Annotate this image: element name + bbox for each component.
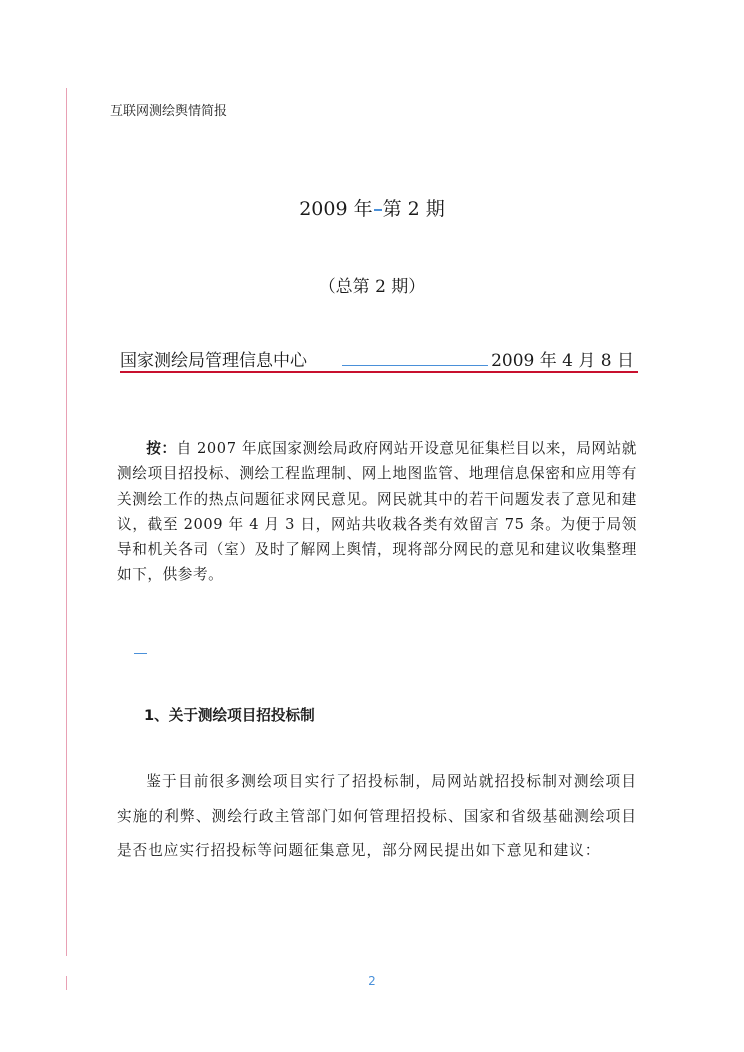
issue-year: 2009 年 — [299, 198, 373, 220]
issue-number: 第 2 期 — [382, 198, 445, 220]
intro-text: 自 2007 年底国家测绘局政府网站开设意见征集栏目以来，局网站就测绘项目招投标、测绘工程监理制、网上地图监管、地理信息保密和应用等有关测绘工作的热点问题征求网民意见。网民就其中的若干问题发表了意见和建议，截至 2009 年 4 月 3 日，网站共收栽各类有效留言 75 条。为便于局领导和机关各司（室）及时了解网上舆情，现将部分网民的意见和建议收集整理如下，供参考。 — [117, 440, 637, 584]
issue-date: 2009 年 4 月 8 日 — [491, 351, 634, 371]
page-number: 2 — [368, 974, 376, 988]
org-line — [120, 346, 638, 374]
red-rule — [120, 371, 638, 373]
section-body — [117, 765, 637, 869]
report-header: 互联网测绘舆情简报 — [110, 104, 228, 119]
intro-paragraph — [117, 436, 637, 588]
issue-line — [0, 194, 744, 221]
intro-label: 按： — [146, 440, 177, 457]
section-title: 1、关于测绘项目招投标制 — [144, 707, 315, 724]
org-name: 国家测绘局管理信息中心 — [120, 351, 307, 371]
section-paragraph: 鉴于目前很多测绘项目实行了招投标制，局网站就招投标制对测绘项目实施的利弊、测绘行政主管部门如何管理招投标、国家和省级基础测绘项目是否也应实行招投标等问题征集意见，部分网民提出如下意见和建议： — [117, 773, 637, 859]
blue-rule — [342, 365, 488, 366]
small-dash — [134, 653, 147, 654]
total-issue: （总第 2 期） — [318, 277, 426, 297]
issue-dash — [374, 209, 382, 211]
